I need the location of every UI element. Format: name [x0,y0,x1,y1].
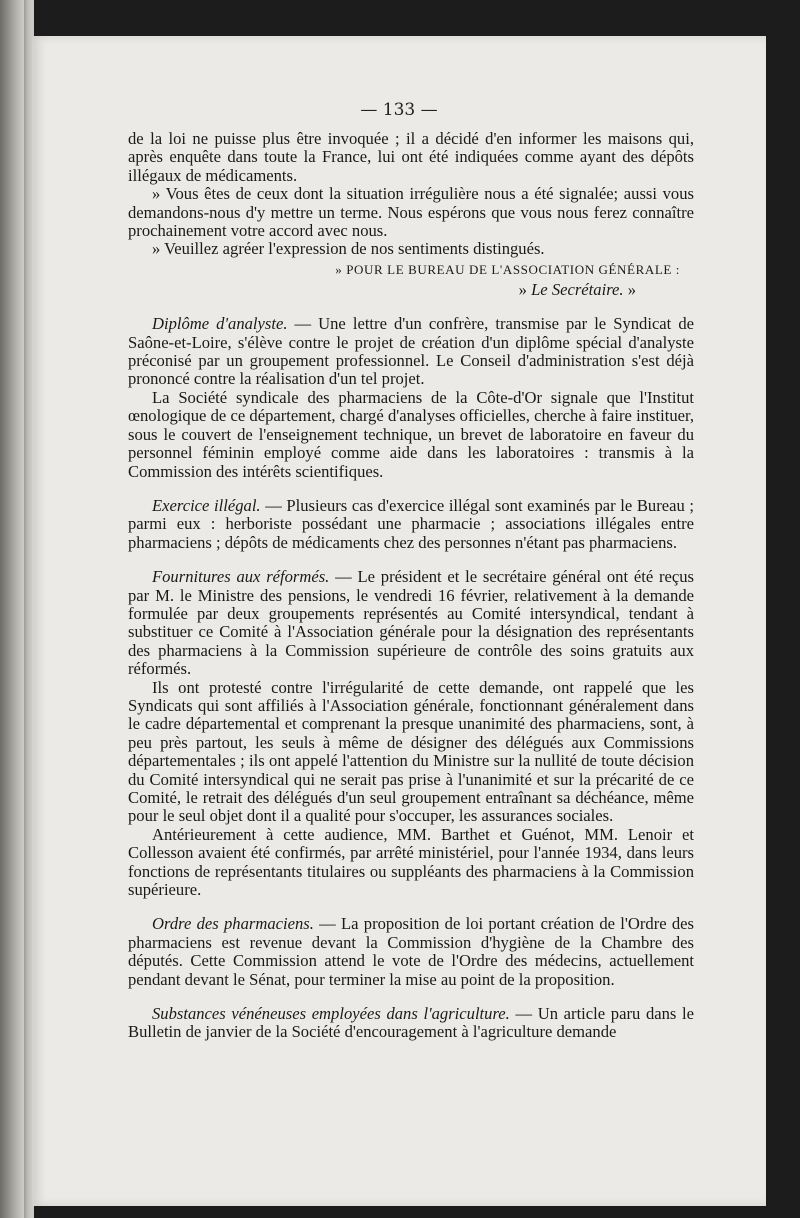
section-heading: Substances vénéneuses employées dans l'agriculture. [152,1004,510,1024]
section-exercice-illegal [128,497,694,552]
paragraph-protest [128,679,694,826]
section-substances-veneneuses [128,1005,694,1042]
paragraph-text: — Plusieurs cas d'exercice illégal sont examinés par le Bureau ; parmi eux : herboriste possédant une pharmacie ; associations illégales entre pharmaciens ; dépôts de médicaments chez des personnes n'étant pas pharmaciens. [128,495,694,552]
section-heading: Ordre des pharmaciens. [152,914,314,934]
paragraph-text: La Société syndicale des pharmaciens de la Côte-d'Or signale que l'Institut œnologique de ce département, chargé d'analyses officielles, cherche à faire instituer, sous le couvert de l'enseignement technique, un brevet de laboratoire en faveur du personnel féminin employé comme aide dans les laboratoires : transmis à la Commission des intérêts scientifiques. [128,387,694,481]
page-body [128,130,694,1042]
section-heading: Exercice illégal. [152,495,261,515]
paragraph-cote-dor [128,389,694,481]
signature-secretary: Le Secrétaire. [531,279,624,299]
document-page [32,36,766,1206]
signature-suffix: » [623,279,636,299]
section-ordre-pharmaciens [128,915,694,989]
page-number: — 133 — [360,100,438,120]
signature-prefix: » [518,279,532,299]
signature-title [128,281,636,299]
paragraph-text: — Le président et le secrétaire général ont été reçus par M. le Ministre des pensions, le vendredi 16 février, relativement à la demande formulée par deux groupements représentés au Comité intersyndical, tendant à substituer ce Comité à l'Association générale pour la désignation des représentants des pharmaciens à la Commission supérieure de contrôle des soins gratuits aux réformés. [128,567,694,679]
paragraph-continuation [128,130,694,185]
paragraph-letter-closing [128,240,694,258]
section-fournitures-reformes [128,568,694,678]
paragraph-text: Antérieurement à cette audience, MM. Barthet et Guénot, MM. Lenoir et Collesson avaient été confirmés, par arrêté ministériel, pour l'année 1934, dans leurs fonctions de représentants titulaires ou suppléants des pharmaciens à la Commission supérieure. [128,824,694,900]
paragraph-text: — La proposition de loi portant création de l'Ordre des pharmaciens est revenue devant la Commission d'hygiène de la Chambre des députés. Cette Commission attend le vote de l'Ordre des médecins, actuellement pendant devant le Sénat, pour terminer la mise au point de la proposition. [128,914,694,989]
paragraph-text: » Veuillez agréer l'expression de nos sentiments distingués. [152,239,545,259]
paragraph-text: — Une lettre d'un confrère, transmise par le Syndicat de Saône-et-Loire, s'élève contre le projet de création d'un diplôme spécial d'analyste préconisé par un groupement professionnel. Le Conseil d'administration s'est déjà prononcé contre la réalisation d'un tel projet. [128,314,694,389]
paragraph-letter-body [128,185,694,240]
paragraph-representatives [128,826,694,900]
paragraph-text: Ils ont protesté contre l'irrégularité de cette demande, ont rappelé que les Syndicats qui sont affiliés à l'Association générale, fonctionnant généralement dans le cadre départemental et comprenant la presque unanimité des pharmaciens, sont, à peu près partout, les seuls à même de désigner des délégués aux Commissions départementales ; ils ont appelé l'attention du Ministre sur la nullité de toute décision du Comité intersyndical qui ne serait pas prise à l'unanimité et sur la précarité de ce Comité, le retrait des délégués d'un seul groupement entraînant sa déchéance, même pour le seul objet dont il a qualité pour s'occuper, les assurances sociales. [128,677,694,826]
signature-organization: » POUR LE BUREAU DE L'ASSOCIATION GÉNÉRALE : [335,261,680,277]
paragraph-text: — Un article paru dans le Bulletin de janvier de la Société d'encouragement à l'agriculture demande [128,1004,694,1042]
section-heading: Diplôme d'analyste. [152,314,288,334]
section-heading: Fournitures aux réformés. [152,567,330,587]
paragraph-text: de la loi ne puisse plus être invoquée ; il a décidé d'en informer les maisons qui, après enquête dans toute la France, lui ont été indiquées comme ayant des dépôts illégaux de médicaments. [128,129,694,185]
paragraph-text: » Vous êtes de ceux dont la situation irrégulière nous a été signalée; aussi vous demandons-nous d'y mettre un terme. Nous espérons que vous nous ferez connaître prochainement votre accord avec nous. [128,184,694,241]
section-diplome-analyste [128,315,694,389]
book-spine-shadow [24,0,32,1218]
